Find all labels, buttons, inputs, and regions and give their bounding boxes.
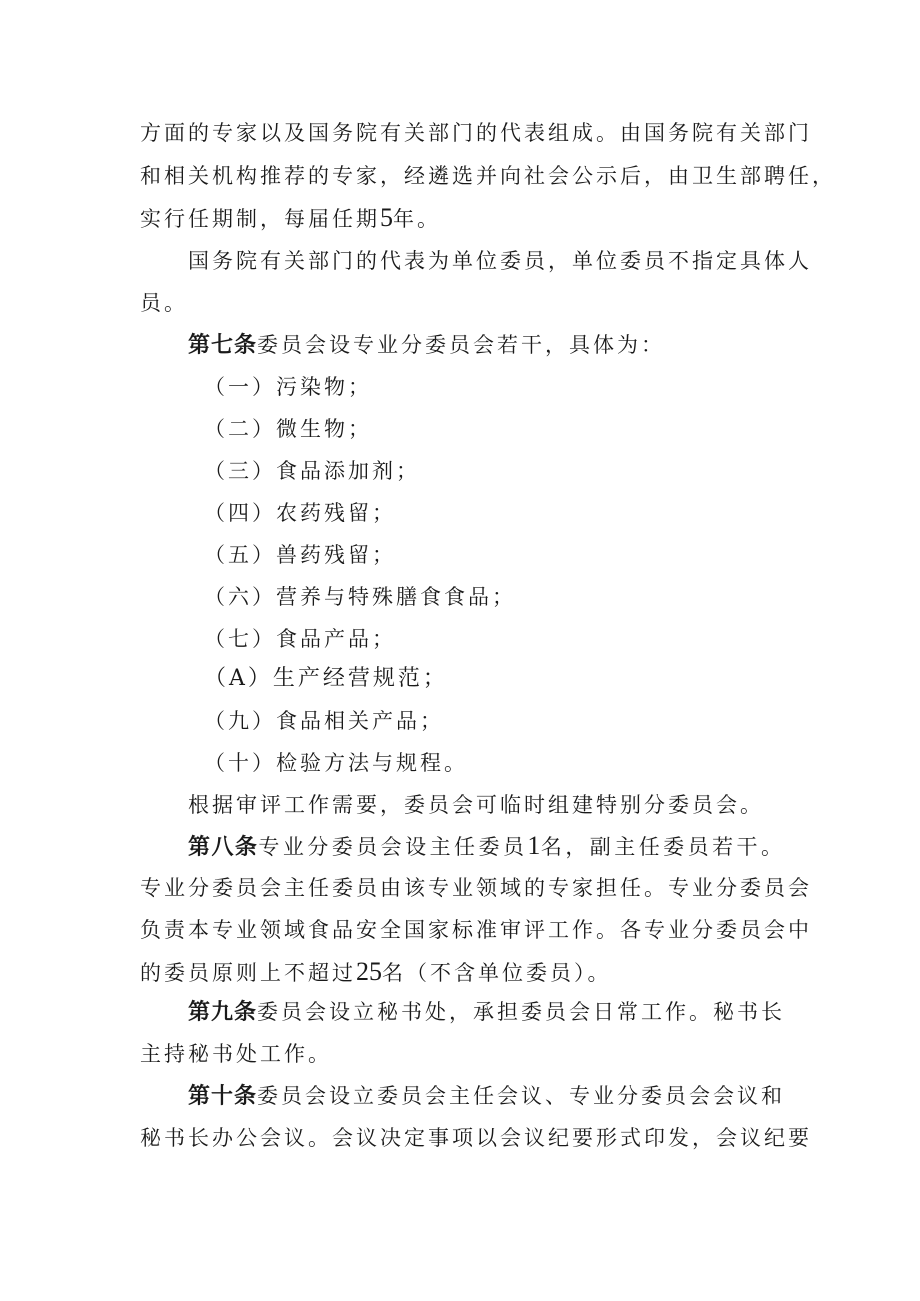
article-8-text: 专业分委员会设主任委员	[258, 835, 528, 859]
paragraph-line: 国务院有关部门的代表为单位委员，单位委员不指定具体人	[188, 249, 812, 273]
article-7-line	[188, 330, 833, 360]
paragraph-line	[140, 203, 785, 233]
paragraph-line: 员。	[140, 291, 188, 315]
article-8-text: 名，副主任委员若干。	[540, 835, 785, 859]
term-number: 5	[380, 203, 393, 232]
list-item: （三）食品添加剂；	[204, 459, 420, 483]
list-item: （A）生产经营规范；	[204, 666, 448, 691]
paragraph-line: 方面的专家以及国务院有关部门的代表组成。由国务院有关部门	[140, 121, 812, 145]
paragraph-line: 和相关机构推荐的专家，经遴选并向社会公示后，由卫生部聘任，	[140, 164, 836, 188]
article-10-line	[188, 1081, 785, 1111]
line-text: 年。	[393, 207, 441, 231]
paragraph-line: 专业分委员会主任委员由该专业领域的专家担任。专业分委员会	[140, 876, 812, 900]
list-item: （十）检验方法与规程。	[204, 751, 468, 775]
list-item: （五）兽药残留；	[204, 543, 396, 567]
list-item: （九）食品相关产品；	[204, 709, 444, 733]
member-limit: 25	[356, 957, 382, 986]
line-text: 实行任期制，每届任期	[140, 207, 380, 231]
paragraph-line: 负责本专业领域食品安全国家标准审评工作。各专业分委员会中	[140, 918, 812, 942]
article-7-text: 委员会设专业分委员会若干，具体为：	[257, 333, 666, 357]
article-8-label: 第八条	[188, 835, 259, 860]
article-9-label: 第九条	[188, 1000, 258, 1025]
list-item: （七）食品产品；	[204, 627, 396, 651]
list-item: （一）污染物；	[204, 375, 372, 399]
paragraph-line: 根据审评工作需要，委员会可临时组建特别分委员会。	[188, 793, 764, 817]
list-item: （四）农药残留；	[204, 501, 396, 525]
article-9-text: 委员会设立秘书处，承担委员会日常工作。秘书长	[257, 1000, 786, 1024]
list-item: （二）微生物；	[204, 417, 372, 441]
article-9-line	[188, 997, 785, 1027]
line-text: 的委员原则上不超过	[140, 961, 356, 985]
paragraph-line: 主持秘书处工作。	[140, 1042, 332, 1066]
line-text: 名（不含单位委员）。	[382, 961, 612, 985]
article-8-line	[188, 831, 785, 861]
article-7-label: 第七条	[188, 333, 258, 358]
article-10-text: 委员会设立委员会主任会议、专业分委员会会议和	[257, 1084, 786, 1108]
paragraph-line: 秘书长办公会议。会议决定事项以会议纪要形式印发，会议纪要	[140, 1126, 812, 1150]
article-10-label: 第十条	[188, 1084, 258, 1109]
paragraph-line	[140, 957, 785, 987]
list-item: （六）营养与特殊膳食食品；	[204, 585, 516, 609]
chair-count: 1	[527, 831, 541, 860]
